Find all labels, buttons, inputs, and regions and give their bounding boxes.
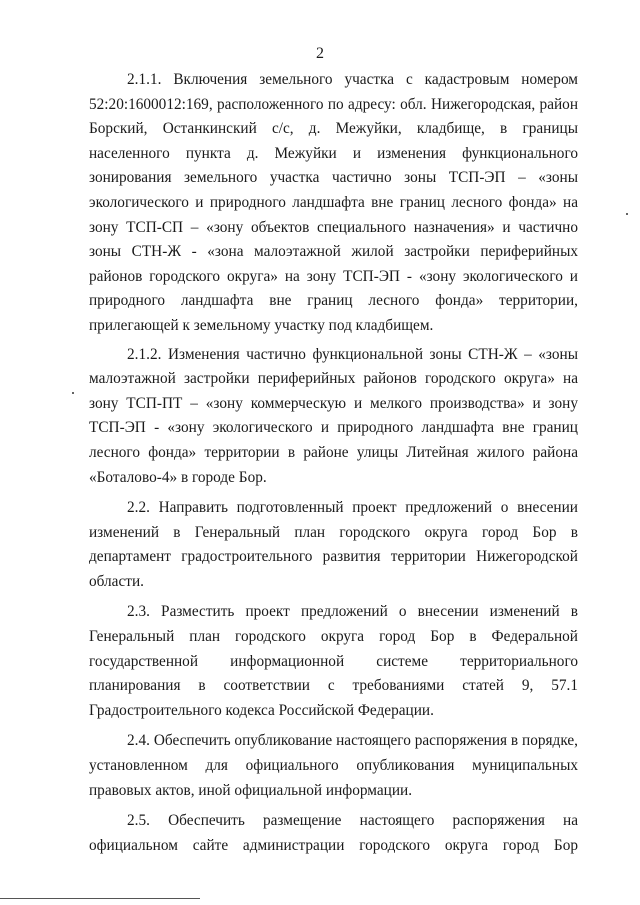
- paragraph-2-1-2: 2.1.2. Изменения частично функциональной зоны СТН-Ж – «зоны малоэтажной застройки периферийных районов городского округа» на зону ТСП-ПТ – «зону коммерческую и мелкого производства» и зону ТСП-ЭП - «зону экологического и природного ландшафта вне границ лесного фонда» территории в районе улицы Литейная жилого района «Боталово-4» в городе Бор.: [89, 345, 578, 486]
- scan-speck: [72, 392, 74, 394]
- paragraph-2-3: 2.3. Разместить проект предложений о внесении изменений в Генеральный план городского округа город Бор в Федеральной государственной информационной системе территориального планирования в соответствии с требованиями статей 9, 57.1 Градостроительного кодекса Российской Федерации.: [89, 603, 578, 719]
- scan-edge-line: [0, 898, 200, 899]
- paragraph-2-4: 2.4. Обеспечить опубликование настоящего распоряжения в порядке, установленном для официального опубликования муниципальных правовых актов, иной официальной информации.: [89, 732, 578, 799]
- scan-speck: [626, 213, 628, 215]
- document-body: [89, 68, 578, 863]
- paragraph-2-1-1: 2.1.1. Включения земельного участка с кадастровым номером 52:20:1600012:169, расположенного по адресу: обл. Нижегородская, район Борский, Останкинский с/с, д. Межуйки, кладбище, в границы населенного пункта д. Межуйки и изменения функционального зонирования земельного участка частично зоны ТСП-ЭП – «зоны экологического и природного ландшафта вне границ лесного фонда» на зону ТСП-СП – «зону объектов специального назначения» и частично зоны СТН-Ж - «зона малоэтажной жилой застройки периферийных районов городского округа» на зону ТСП-ЭП - «зону экологического и природного ландшафта вне границ лесного фонда» территории, прилегающей к земельному участку под кладбищем.: [89, 71, 578, 334]
- paragraph-2-5: 2.5. Обеспечить размещение настоящего распоряжения на официальном сайте администрации городского округа город Бор: [89, 812, 578, 854]
- page-number: 2: [316, 45, 324, 62]
- paragraph-2-2: 2.2. Направить подготовленный проект предложений о внесении изменений в Генеральный план городского округа город Бор в департамент градостроительного развития территории Нижегородской области.: [89, 499, 578, 590]
